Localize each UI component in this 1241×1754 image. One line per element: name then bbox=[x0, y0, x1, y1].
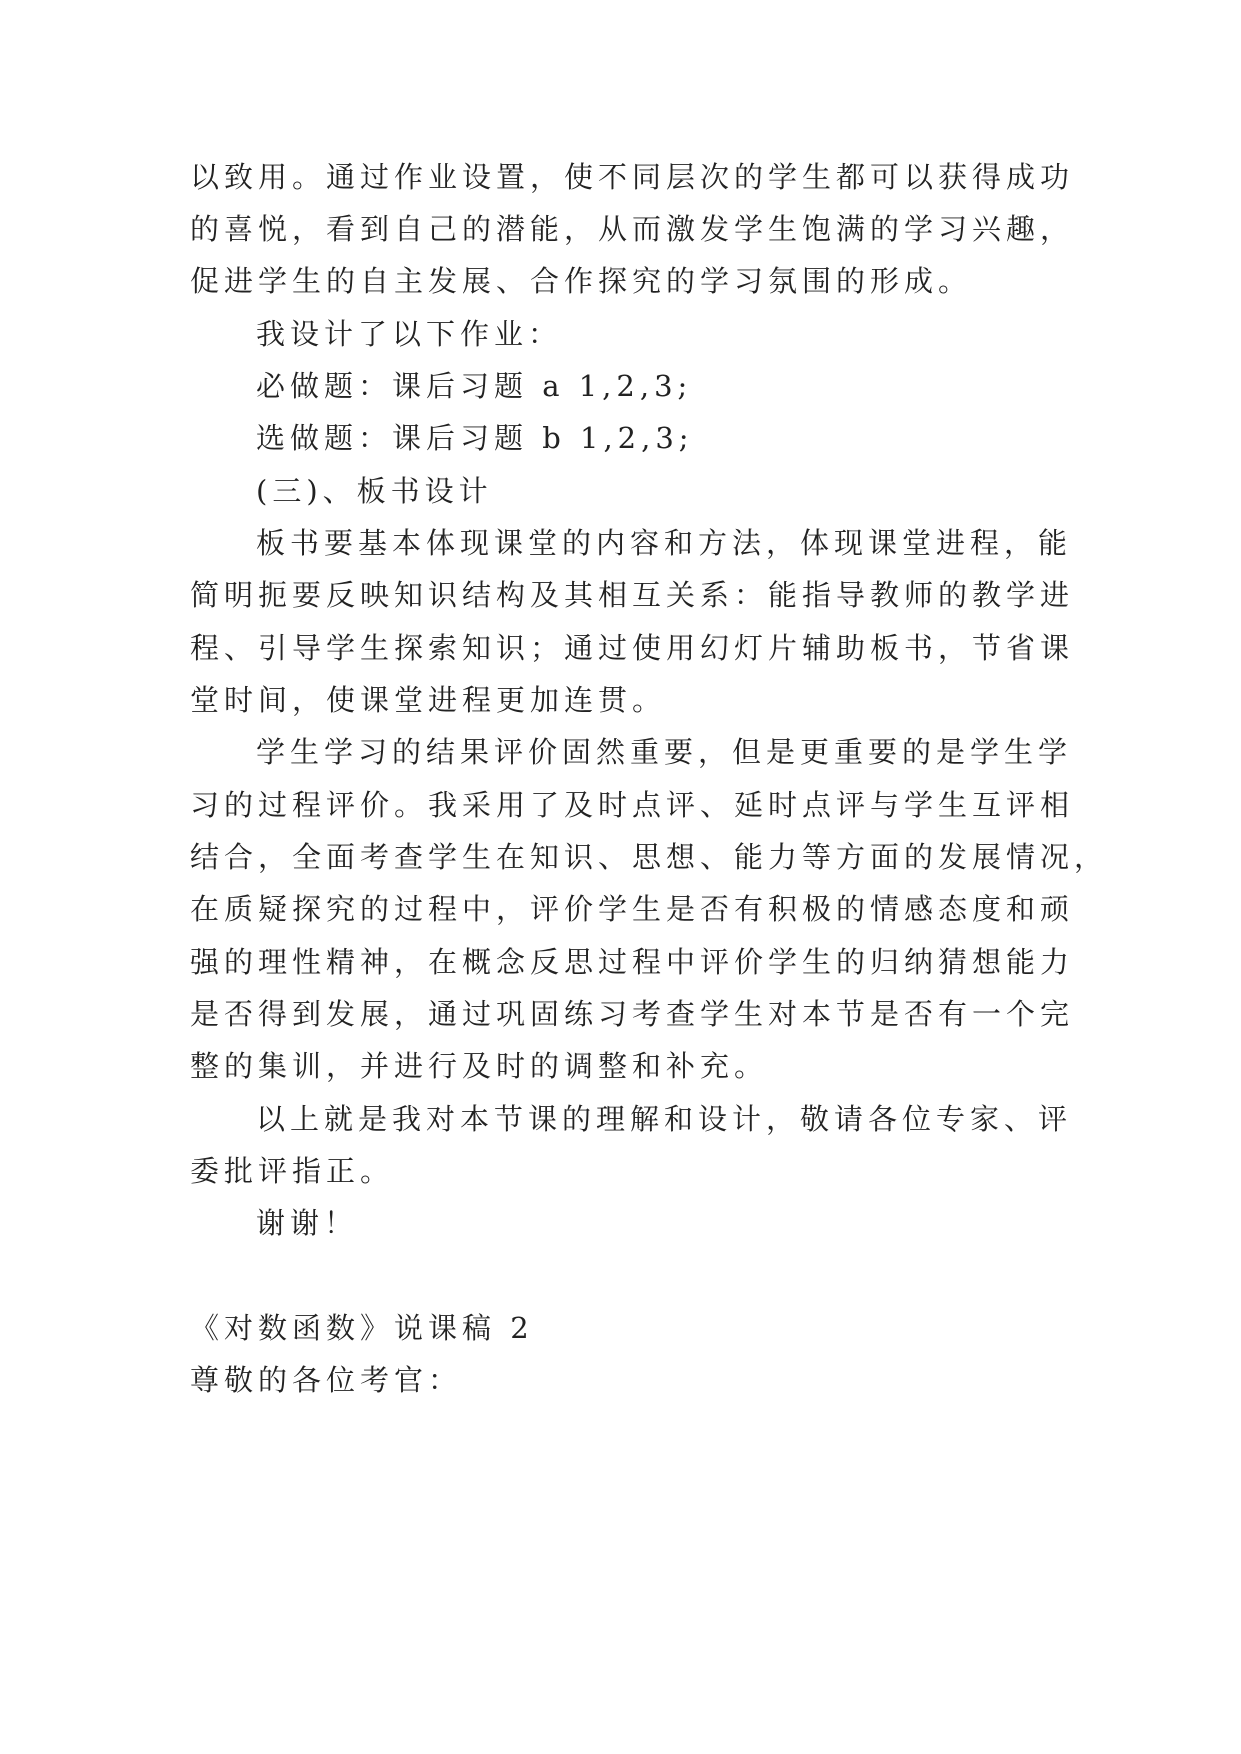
body-line: 板书要基本体现课堂的内容和方法，体现课堂进程，能 bbox=[256, 526, 1073, 560]
body-line: 我设计了以下作业： bbox=[256, 317, 563, 351]
body-line: 以上就是我对本节课的理解和设计，敬请各位专家、评 bbox=[256, 1102, 1073, 1136]
section-heading: (三)、板书设计 bbox=[256, 474, 493, 508]
body-line: 在质疑探究的过程中，评价学生是否有积极的情感态度和顽 bbox=[190, 892, 1075, 926]
body-line: 结合，全面考查学生在知识、思想、能力等方面的发展情况， bbox=[190, 840, 1109, 874]
salutation: 尊敬的各位考官： bbox=[190, 1363, 463, 1397]
body-line: 是否得到发展，通过巩固练习考查学生对本节是否有一个完 bbox=[190, 997, 1075, 1031]
document-title: 《对数函数》说课稿 2 bbox=[190, 1311, 534, 1345]
closing-thanks: 谢谢！ bbox=[256, 1206, 359, 1240]
body-line: 促进学生的自主发展、合作探究的学习氛围的形成。 bbox=[190, 264, 973, 298]
body-line: 以致用。通过作业设置，使不同层次的学生都可以获得成功 bbox=[190, 160, 1075, 194]
body-line: 整的集训，并进行及时的调整和补充。 bbox=[190, 1049, 769, 1083]
body-line: 堂时间，使课堂进程更加连贯。 bbox=[190, 683, 667, 717]
body-line: 强的理性精神，在概念反思过程中评价学生的归纳猜想能力 bbox=[190, 945, 1075, 979]
body-line: 程、引导学生探索知识；通过使用幻灯片辅助板书，节省课 bbox=[190, 631, 1075, 665]
body-line: 委批评指正。 bbox=[190, 1154, 395, 1188]
body-line: 简明扼要反映知识结构及其相互关系：能指导教师的教学进 bbox=[190, 578, 1075, 612]
body-line: 的喜悦，看到自己的潜能，从而激发学生饱满的学习兴趣， bbox=[190, 212, 1075, 246]
body-line: 选做题：课后习题 b 1,2,3; bbox=[256, 421, 694, 455]
body-line: 必做题：课后习题 a 1,2,3; bbox=[256, 369, 693, 403]
body-line: 习的过程评价。我采用了及时点评、延时点评与学生互评相 bbox=[190, 788, 1075, 822]
body-line: 学生学习的结果评价固然重要，但是更重要的是学生学 bbox=[256, 735, 1073, 769]
